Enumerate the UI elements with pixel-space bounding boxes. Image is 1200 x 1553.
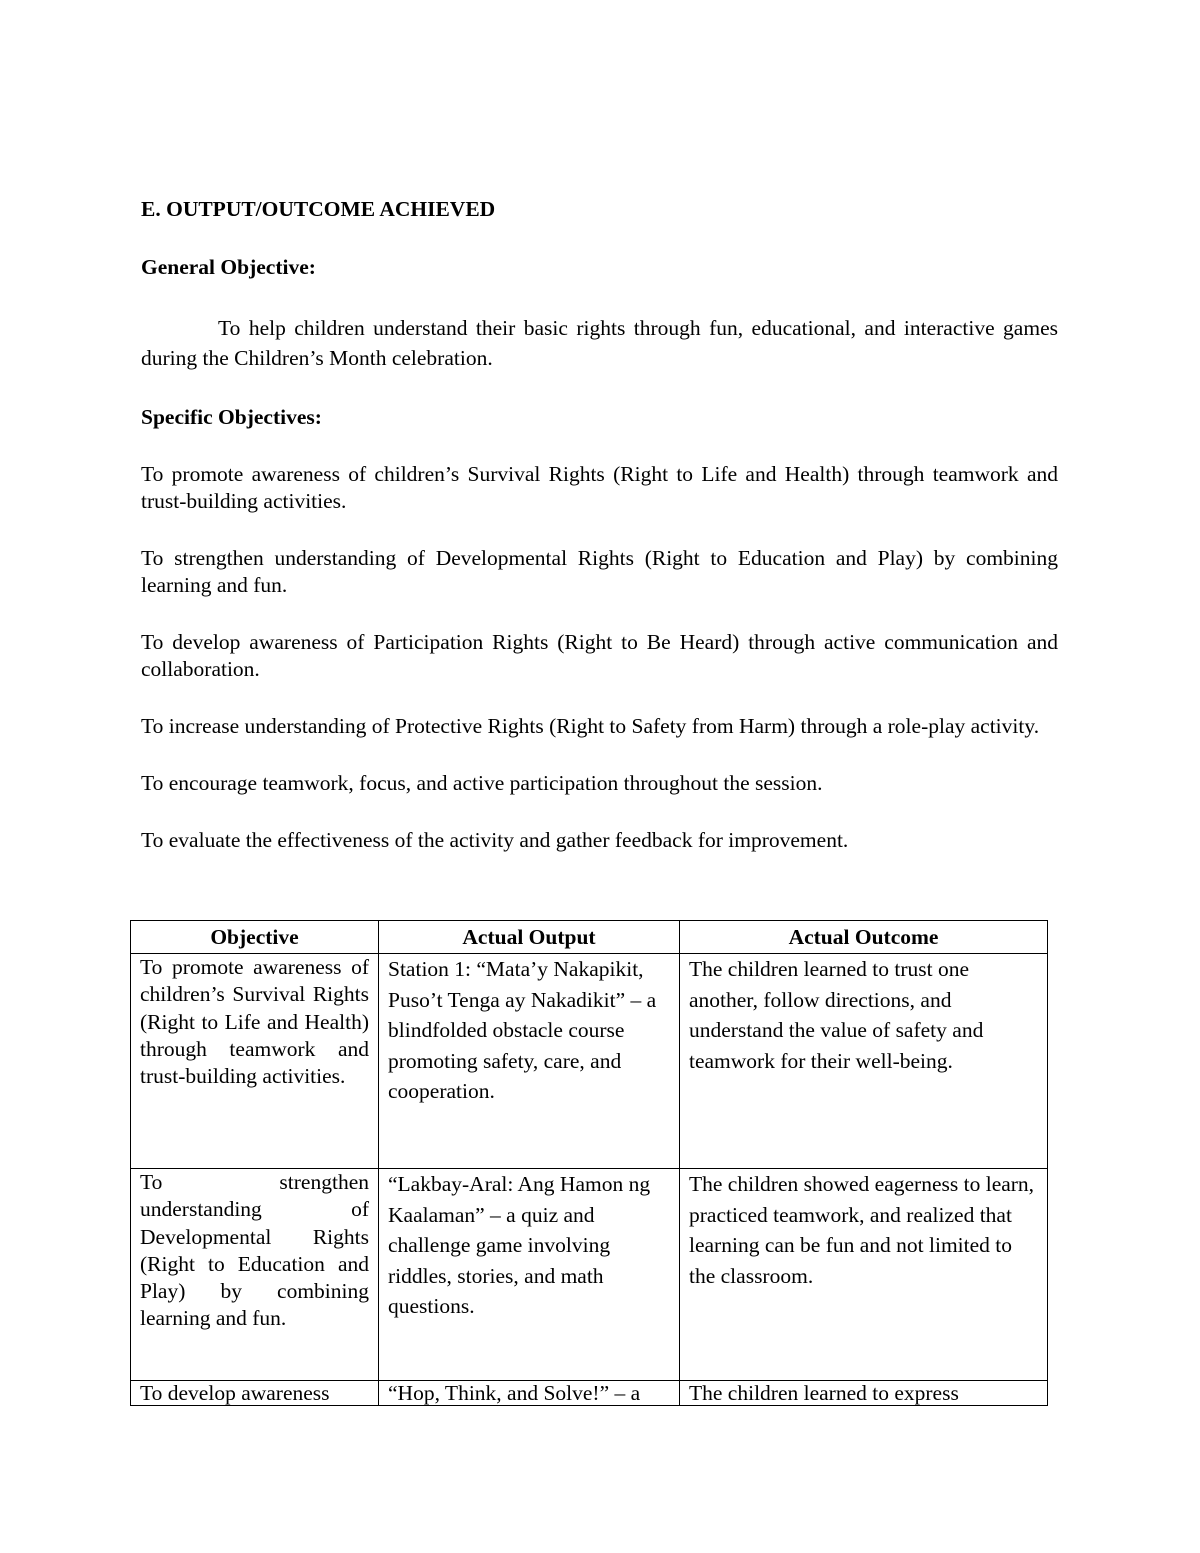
general-objective-heading: General Objective:: [141, 255, 316, 279]
cell-actual-outcome-text: The children learned to express: [689, 1381, 959, 1405]
document-body: [141, 196, 1058, 854]
cell-objective: To promote awareness of children’s Survival Rights (Right to Life and Health) through teamwork and trust-building activities.: [131, 954, 379, 1169]
cell-objective: [131, 1381, 379, 1406]
header-actual-outcome: Actual Outcome: [680, 921, 1048, 954]
section-heading: E. OUTPUT/OUTCOME ACHIEVED: [141, 197, 496, 221]
header-actual-output: Actual Output: [379, 921, 680, 954]
header-objective: Objective: [131, 921, 379, 954]
cell-actual-output: [379, 1381, 680, 1406]
cell-actual-outcome: [680, 1381, 1048, 1406]
objectives-table: [130, 920, 1048, 1406]
general-objective-text: To help children understand their basic rights through fun, educational, and interactive games during the Children’s Month celebration.: [141, 316, 1058, 370]
specific-objective-item: To promote awareness of children’s Survival Rights (Right to Life and Health) through teamwork and trust-building activities.: [141, 462, 1058, 513]
table-row: [131, 1169, 1048, 1381]
cell-objective: To strengthen understanding of Developmental Rights (Right to Education and Play) by combining learning and fun.: [131, 1169, 379, 1381]
table-header-row: [131, 921, 1048, 954]
specific-objectives-heading: Specific Objectives:: [141, 405, 322, 429]
specific-objective-item: To increase understanding of Protective Rights (Right to Safety from Harm) through a role-play activity.: [141, 714, 1040, 738]
specific-objective-item: To evaluate the effectiveness of the activity and gather feedback for improvement.: [141, 828, 849, 852]
specific-objective-item: To develop awareness of Participation Rights (Right to Be Heard) through active communication and collaboration.: [141, 630, 1058, 681]
cell-actual-outcome: The children learned to trust one another, follow directions, and understand the value of safety and teamwork for their well-being.: [680, 954, 1048, 1169]
cell-actual-output-text: “Hop, Think, and Solve!” – a: [388, 1381, 641, 1405]
table-row: [131, 1381, 1048, 1406]
table-row: [131, 954, 1048, 1169]
cell-actual-outcome: The children showed eagerness to learn, practiced teamwork, and realized that learning can be fun and not limited to the classroom.: [680, 1169, 1048, 1381]
cell-objective-text: To develop awareness: [140, 1381, 330, 1405]
specific-objective-item: To encourage teamwork, focus, and active participation throughout the session.: [141, 771, 823, 795]
cell-actual-output: “Lakbay-Aral: Ang Hamon ng Kaalaman” – a quiz and challenge game involving riddles, stories, and math questions.: [379, 1169, 680, 1381]
cell-actual-output: Station 1: “Mata’y Nakapikit, Puso’t Tenga ay Nakadikit” – a blindfolded obstacle course promoting safety, care, and cooperation.: [379, 954, 680, 1169]
specific-objective-item: To strengthen understanding of Developmental Rights (Right to Education and Play) by combining learning and fun.: [141, 546, 1058, 597]
